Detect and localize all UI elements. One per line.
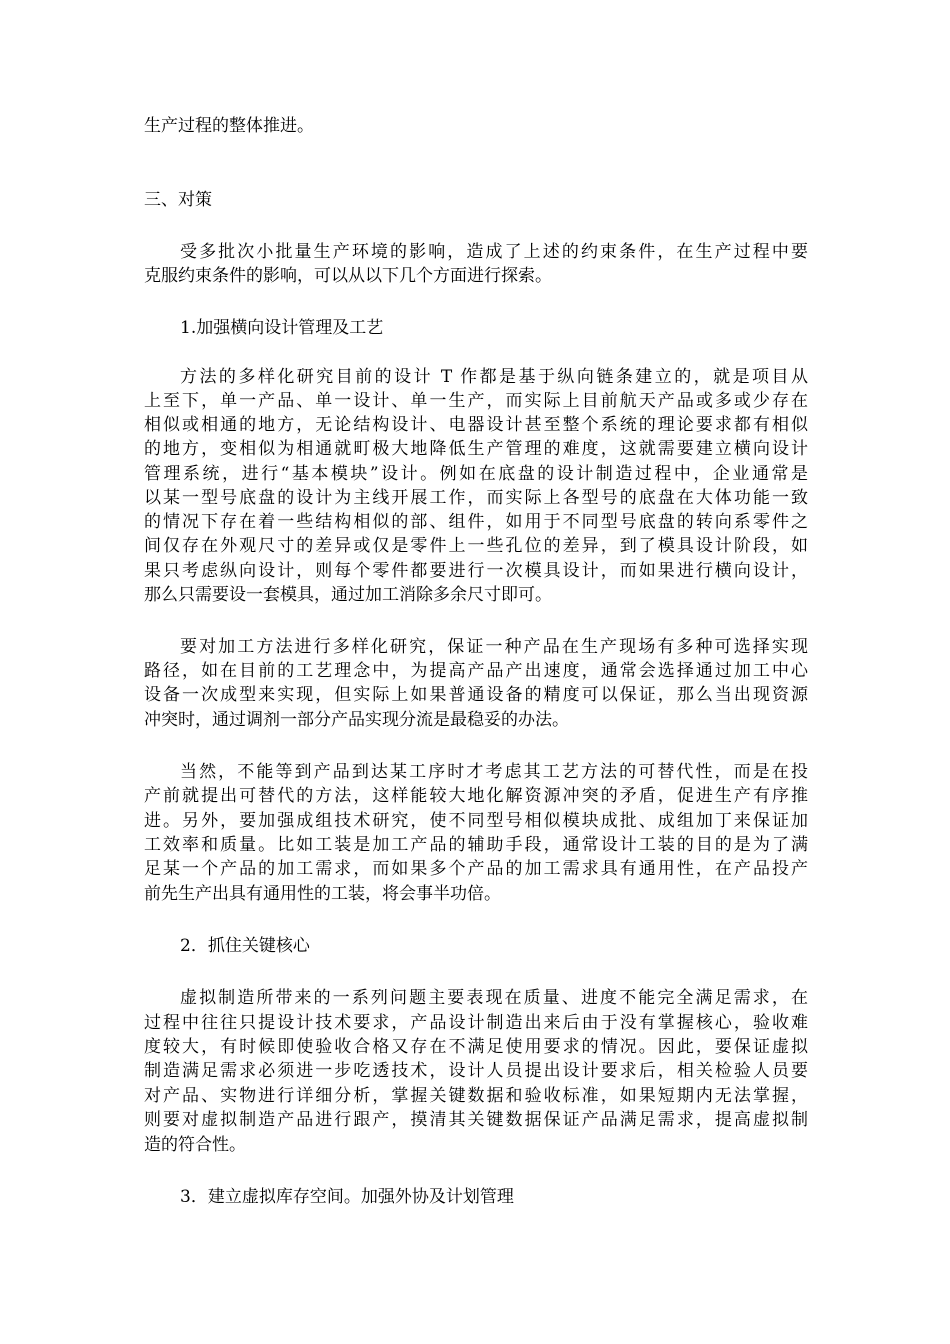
paragraph-line: 间仅存在外观尺寸的差异或仅是零件上一些孔位的差异，到了模具设计阶段，如 (144, 536, 808, 556)
paragraph-line: 度较大，有时候即使验收合格又存在不满足使用要求的情况。因此，要保证虚拟 (144, 1037, 808, 1057)
paragraph-line: 要对加工方法进行多样化研究，保证一种产品在生产现场有多种可选择实现 (180, 637, 808, 657)
paragraph-line: 虚拟制造所带来的一系列问题主要表现在质量、进度不能完全满足需求，在 (180, 988, 808, 1008)
paragraph-line: 的地方，变相似为相通就町极大地降低生产管理的难度，这就需要建立横向设计 (144, 439, 808, 459)
paragraph-line: 方法的多样化研究目前的设计 T 作都是基于纵向链条建立的，就是项目从 (180, 367, 808, 387)
paragraph-line: 足某一个产品的加工需求，而如果多个产品的加工需求具有通用性，在产品投产 (144, 859, 808, 879)
paragraph-line: 克服约束条件的影响，可以从以下几个方面进行探索。 (144, 266, 552, 286)
paragraph-line: 过程中往往只提设计技术要求，产品设计制造出来后由于没有掌握核心，验收难 (144, 1013, 808, 1033)
section-heading: 三、对策 (144, 190, 212, 210)
paragraph-line: 则要对虚拟制造产品进行跟产，摸清其关键数据保证产品满足需求，提高虚拟制 (144, 1110, 808, 1130)
paragraph-line: 当然，不能等到产品到达某工序时才考虑其工艺方法的可替代性，而是在投 (180, 762, 808, 782)
paragraph-line: 路径，如在目前的工艺理念中，为提高产品产出速度，通常会选择通过加工中心 (144, 661, 808, 681)
paragraph-line: 设备一次成型来实现，但实际上如果普通设备的精度可以保证，那么当出现资源 (144, 685, 808, 705)
paragraph-line: 相似或相通的地方，无论结构设计、电器设计甚至整个系统的理论要求都有相似 (144, 415, 808, 435)
subheading: 3．建立虚拟库存空间。加强外协及计划管理 (180, 1187, 514, 1207)
paragraph-line: 上至下，单一产品、单一设计、单一生产，而实际上目前航天产品或多或少存在 (144, 391, 808, 411)
paragraph-line: 工效率和质量。比如工装是加工产品的辅助手段，通常设计工装的目的是为了满 (144, 835, 808, 855)
paragraph-line: 对产品、实物进行详细分析，掌握关键数据和验收标准，如果短期内无法掌握， (144, 1086, 808, 1106)
paragraph-line: 进。另外，要加强成组技术研究，使不同型号相似模块成批、成组加丁来保证加 (144, 811, 808, 831)
paragraph-line: 以某一型号底盘的设计为主线开展工作，而实际上各型号的底盘在大体功能一致 (144, 488, 808, 508)
paragraph-line: 产前就提出可替代的方法，这样能较大地化解资源冲突的矛盾，促进生产有序推 (144, 786, 808, 806)
paragraph-line: 受多批次小批量生产环境的影响，造成了上述的约束条件，在生产过程中要 (180, 242, 808, 262)
paragraph-line: 那么只需要设一套模具，通过加工消除多余尺寸即可。 (144, 585, 552, 605)
paragraph-line: 的情况下存在着一些结构相似的部、组件，如用于不同型号底盘的转向系零件之 (144, 512, 808, 532)
paragraph-line: 果只考虑纵向设计，则每个零件都要进行一次模具设计，而如果进行横向设计， (144, 561, 808, 581)
paragraph-line: 造的符合性。 (144, 1135, 246, 1155)
subheading: 2．抓住关键核心 (180, 936, 310, 956)
paragraph-line: 前先生产出具有通用性的工装，将会事半功倍。 (144, 884, 501, 904)
paragraph-tail: 生产过程的整体推进。 (144, 116, 314, 136)
paragraph-line: 管理系统，进行“基本模块”设计。例如在底盘的设计制造过程中，企业通常是 (144, 464, 808, 484)
paragraph-line: 冲突时，通过调剂一部分产品实现分流是最稳妥的办法。 (144, 710, 569, 730)
subheading: 1.加强横向设计管理及工艺 (180, 318, 384, 338)
paragraph-line: 制造满足需求必须进一步吃透技术，设计人员提出设计要求后，相关检验人员要 (144, 1061, 808, 1081)
